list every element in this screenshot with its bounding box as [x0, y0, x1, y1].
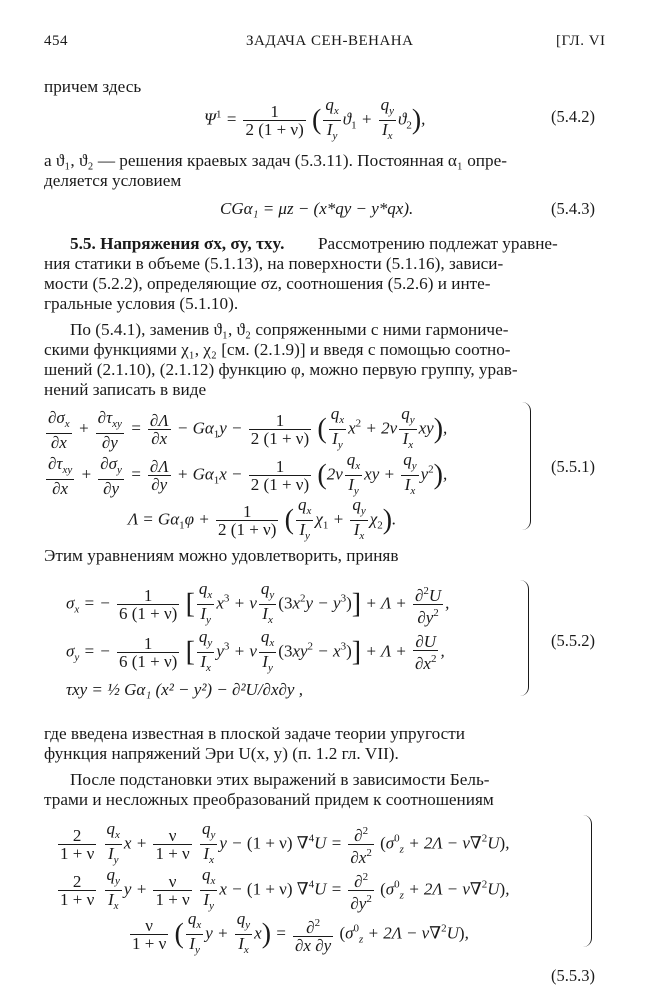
- paragraph-text: ния статики в объеме (5.1.13), на поверхности (5.1.16), зависи-: [44, 254, 504, 273]
- system-brace: [520, 580, 529, 696]
- equation-number: (5.5.3): [551, 966, 595, 985]
- paragraph-text: После подстановки этих выражений в зависимости Бель-: [70, 770, 490, 789]
- paragraph-text: скими функциями χ₁, χ₂ [см. (2.1.9)] и введя с помощью соотно-: [44, 340, 511, 359]
- running-title: ЗАДАЧА СЕН-ВЕНАНА: [246, 33, 414, 49]
- equation-5-5-1-line2: $\frac{\partial\tau_{xy}}{\partial x}$ + $\frac{\partial\sigma_y}{\partial y}$ = $\frac{\partial\Lambda}{\partial y}$ + $G\alpha_1x$ − $\frac{1}{2 (1 + \nu)}$ (2ν $\frac{q_x}{I_y}$ xy + $\frac{q_y}{I_x}$ $y^2$),: [48, 450, 448, 498]
- paragraph-text: трами и несложных преобразований придем к соотношениям: [44, 790, 494, 809]
- system-brace: [583, 815, 592, 947]
- chapter-marker: [ГЛ. VI: [556, 33, 606, 49]
- system-brace: [522, 402, 531, 530]
- equation-number: (5.4.2): [551, 107, 595, 126]
- section-title: 5.5. Напряжения σx, σy, τxy.: [70, 234, 285, 253]
- equation-5-5-2-line2: $\sigma_y$ = − $\frac{1}{6 (1 + \nu)}$ [ $\frac{q_y}{I_x}$ $y^3 + \nu$ $\frac{q_x}{I_y}$ $(3xy^2 - x^3)] + \Lambda$ + $\frac{\partial U}{\partial x^2}$ ,: [66, 627, 445, 674]
- paragraph-text: деляется условием: [44, 171, 182, 190]
- equation-5-5-3-line1: $\frac{2}{1 + \nu}$ $\frac{q_x}{I_y}$ x + $\frac{\nu}{1 + \nu}$ $\frac{q_y}{I_x}$ y − (1 + ν) ∇$^4$U = $\frac{\partial^2}{\partial x^2}$ $(\sigma^0_z + 2\Lambda - \nu\nabla^2U)$,: [60, 819, 510, 867]
- paragraph-text: причем здесь: [44, 77, 142, 96]
- paragraph-text: Рассмотрению подлежат уравне-: [318, 234, 558, 253]
- paragraph-text: гральные условия (5.1.10).: [44, 294, 239, 313]
- equation-5-5-3-line3: $\frac{\nu}{1 + \nu}$ ( $\frac{q_x}{I_y}$ y + $\frac{q_y}{I_x}$ x) = $\frac{\partial^2}{\partial x \partial y}$ $(\sigma^0_z + 2\Lambda - \nu\nabla^2U)$,: [132, 909, 469, 956]
- paragraph-text: а ϑ₁, ϑ₂ — решения краевых задач (5.3.11). Постоянная α₁ опре-: [44, 151, 507, 170]
- equation-5-4-2: $\Psi^1$ = $\frac{1}{2 (1 + \nu)}$ ( $\frac{q_x}{I_y}$ $ϑ_1$ + $\frac{q_y}{I_x}$ $ϑ_2$),: [204, 95, 426, 142]
- paragraph-text: Этим уравнениям можно удовлетворить, приняв: [44, 546, 399, 565]
- equation-number: (5.5.1): [551, 457, 595, 476]
- paragraph-text: функция напряжений Эри U(x, y) (п. 1.2 гл. VII).: [44, 744, 399, 763]
- paragraph-text: мости (5.2.2), определяющие σz, соотношения (5.2.6) и инте-: [44, 274, 491, 293]
- equation-5-5-2-line1: $\sigma_x$ = − $\frac{1}{6 (1 + \nu)}$ [ $\frac{q_x}{I_y}$ $x^3 + \nu$ $\frac{q_y}{I_x}$ $(3x^2y - y^3)] + \Lambda$ + $\frac{\partial^2U}{\partial y^2}$ ,: [66, 579, 450, 627]
- paragraph-text: где введена известная в плоской задаче теории упругости: [44, 724, 465, 743]
- paragraph-text: шений (2.1.10), (2.1.12) функцию φ, можно первую группу, урав-: [44, 360, 518, 379]
- equation-5-5-2-line3: τxy = ½ Gα₁ (x² − y²) − ∂²U/∂x∂y ,: [66, 680, 303, 699]
- page-number: 454: [44, 33, 68, 49]
- equation-number: (5.4.3): [551, 199, 595, 218]
- equation-5-5-1-line1: $\frac{\partial\sigma_x}{\partial x}$ + $\frac{\partial\tau_{xy}}{\partial y}$ = $\frac{\partial\Lambda}{\partial x}$ − $G\alpha_1y$ − $\frac{1}{2 (1 + \nu)}$ ( $\frac{q_x}{I_y}$ $x^2 + 2\nu$ $\frac{q_y}{I_x}$ xy),: [48, 404, 448, 452]
- equation-5-5-3-line2: $\frac{2}{1 + \nu}$ $\frac{q_y}{I_x}$ y + $\frac{\nu}{1 + \nu}$ $\frac{q_x}{I_y}$ x − (1 + ν) ∇$^4$U = $\frac{\partial^2}{\partial y^2}$ $(\sigma^0_z + 2\Lambda - \nu\nabla^2U)$,: [60, 865, 510, 913]
- paragraph-text: По (5.4.1), заменив ϑ₁, ϑ₂ сопряженными с ними гармониче-: [70, 320, 509, 339]
- equation-5-5-1-line3: $\Lambda = G\alpha_1\varphi$ + $\frac{1}{2 (1 + \nu)}$ ( $\frac{q_x}{I_y}$ $\chi_1$ + $\frac{q_y}{I_x}$ $\chi_2$).: [128, 495, 397, 542]
- equation-5-4-3: CGα₁ = μz − (x*qy − y*qx).: [220, 199, 414, 218]
- equation-number: (5.5.2): [551, 631, 595, 650]
- paragraph-text: нений записать в виде: [44, 380, 207, 399]
